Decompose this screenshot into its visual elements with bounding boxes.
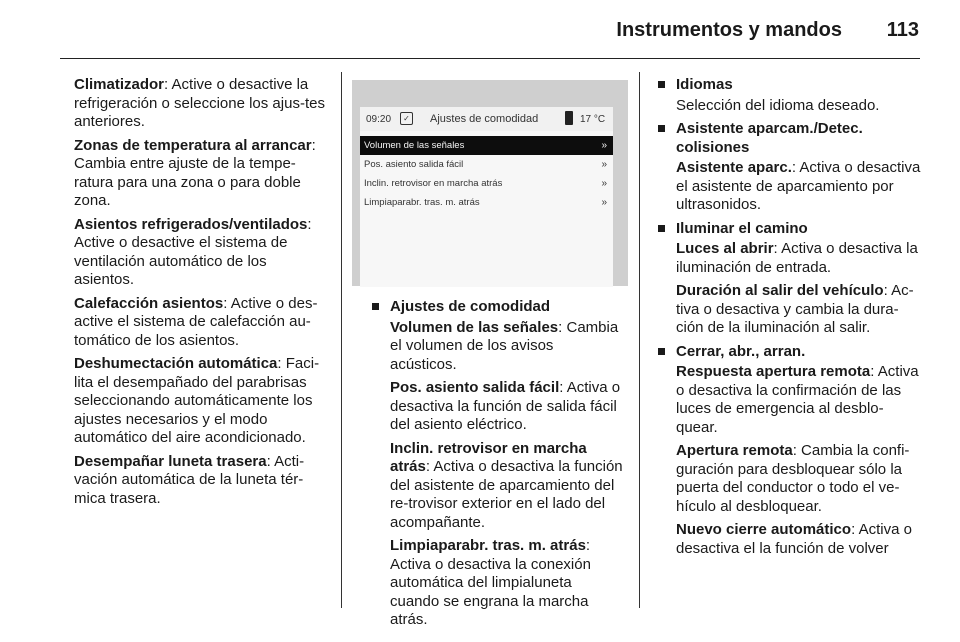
section-heading-cerrar: Cerrar, abr., arran. <box>658 343 924 362</box>
menu-item-label: Pos. asiento salida fácil <box>364 159 464 170</box>
entry-desc: Cambia el volumen de los avisos acústicos. <box>390 318 619 373</box>
entry-sep: : <box>277 355 286 372</box>
entry-term: Asistente aparc. <box>676 159 792 176</box>
entry-desc: Activa o desactiva la confirmación de las luces de emergencia al desblo-quear. <box>676 363 919 436</box>
entry-sep: : <box>792 442 802 459</box>
menu-item-label: Volumen de las señales <box>364 140 465 151</box>
entry-sep: : <box>311 136 316 154</box>
chevron-right-icon: » <box>601 178 607 189</box>
display-status-bar <box>360 107 613 131</box>
display-title: Ajustes de comodidad <box>430 113 539 125</box>
entry-duracion-salir <box>658 282 924 338</box>
entry-desc: Faci-lita el desempañado del parabrisas seleccionando automáticamente los ajustes necesarios y el modo automático del aire acondicionado. <box>74 355 320 446</box>
menu-item-pos-asiento[interactable] <box>360 155 613 174</box>
entry-term: Duración al salir del vehículo <box>676 282 884 299</box>
check-icon: ✓ <box>400 112 413 125</box>
entry-desc: Activa o desactiva el asistente de aparcamiento por ultrasonidos. <box>676 159 921 213</box>
page-header <box>0 0 960 62</box>
entry-sep: : <box>851 521 859 538</box>
entry-sep: : <box>559 379 567 396</box>
display-screen <box>360 107 613 287</box>
entry-asistente-aparc <box>658 159 924 215</box>
entry-sep: : <box>164 76 172 93</box>
entry-desc: Acti-vación automática de la luneta tér-mica trasera. <box>74 452 305 507</box>
display-temperature: 17 °C <box>580 114 606 125</box>
entry-sep: : <box>585 537 591 554</box>
entry-volumen <box>372 319 624 375</box>
entry-term: Calefacción asientos <box>74 294 224 312</box>
menu-item-label: Limpiaparabr. tras. m. atrás <box>364 197 480 208</box>
page-number: 113 <box>886 19 919 41</box>
entry-term: Desempañar luneta trasera <box>74 452 267 470</box>
entry-term: Volumen de las señales <box>390 318 559 336</box>
entry-desc: Activa o desactiva la función de salida fácil del asiento eléctrico. <box>390 379 621 433</box>
entry-asientos-refrigerados <box>74 216 326 290</box>
entry-desc: Cambia entre ajuste de la tempe-ratura para una zona o para doble zona. <box>74 155 301 209</box>
entry-nuevo-cierre <box>658 521 924 558</box>
menu-item-inclin-retrovisor[interactable] <box>360 174 613 193</box>
entry-zonas <box>74 137 326 211</box>
entry-term: Inclin. retrovisor en marcha atrás <box>390 439 587 475</box>
menu-item-label: Inclin. retrovisor en marcha atrás <box>364 178 503 189</box>
menu-item-volumen[interactable] <box>360 136 613 155</box>
entry-term: Limpiaparabr. tras. m. atrás <box>390 537 586 554</box>
entry-desc: Activa o desactiva la iluminación de entrada. <box>676 240 918 276</box>
section-heading-iluminar: Iluminar el camino <box>658 220 924 239</box>
display-time: 09:20 <box>366 114 392 125</box>
chevron-right-icon: » <box>601 197 607 208</box>
entry-pos-asiento <box>372 379 624 435</box>
entry-luces-abrir <box>658 240 924 277</box>
display-menu <box>360 136 613 212</box>
entry-desc: Ac-tiva o desactiva y cambia la dura-ción de la iluminación al salir. <box>676 282 914 336</box>
entry-sep: : <box>773 240 782 257</box>
entry-term: Luces al abrir <box>676 240 774 257</box>
entry-desc: Activa o desactiva la conexión automática del limpialuneta cuando se engrana la marcha atrás. <box>390 555 591 628</box>
entry-desc: Active o desactive el sistema de ventilación automático de los asientos. <box>74 234 288 288</box>
entry-desc: Activa o desactiva el la función de volver <box>676 521 912 557</box>
section-heading-asistente: Asistente aparcam./Detec. colisiones <box>658 120 924 157</box>
entry-inclin-retrovisor <box>372 440 624 533</box>
entry-desc: Activa o desactiva la función del asistente de aparcamiento del re-trovisor exterior en el lado del acompañante. <box>390 458 623 531</box>
entry-desc: Active o desactive la refrigeración o seleccione los ajus-tes anteriores. <box>74 76 325 130</box>
entry-term: Climatizador <box>74 76 165 93</box>
entry-idiomas: Selección del idioma deseado. <box>676 96 880 114</box>
phone-icon <box>565 111 573 125</box>
entry-sep: : <box>425 458 434 475</box>
section-heading: Ajustes de comodidad <box>372 298 624 317</box>
column-middle <box>372 298 624 635</box>
entry-calefaccion <box>74 295 326 351</box>
entry-term: Asientos refrigerados/ventilados <box>74 215 308 233</box>
entry-term: Zonas de temperatura al arrancar <box>74 136 312 154</box>
entry-sep: : <box>791 159 800 176</box>
chevron-right-icon: » <box>601 159 607 170</box>
column-divider-1 <box>341 72 342 608</box>
chevron-right-icon: » <box>601 140 607 151</box>
entry-climatizador <box>74 76 326 132</box>
entry-desempanar <box>74 453 326 509</box>
entry-desc: Active o des-active el sistema de calefacción au-tomático de los asientos. <box>74 294 318 349</box>
column-left <box>74 76 326 513</box>
entry-sep: : <box>883 282 892 299</box>
entry-sep: : <box>223 294 231 312</box>
entry-term: Respuesta apertura remota <box>676 363 871 380</box>
entry-deshumectacion <box>74 355 326 448</box>
entry-limpiaparabr <box>372 537 624 630</box>
header-divider <box>60 58 920 59</box>
entry-term: Apertura remota <box>676 442 793 459</box>
menu-item-limpiaparabr[interactable] <box>360 193 613 212</box>
column-right <box>658 76 924 563</box>
entry-term: Pos. asiento salida fácil <box>390 379 560 396</box>
entry-respuesta-apertura <box>658 363 924 437</box>
column-divider-2 <box>639 72 640 608</box>
section-heading-idiomas: Idiomas <box>658 76 924 95</box>
chapter-title: Instrumentos y mandos <box>616 19 842 41</box>
display-screenshot <box>352 80 628 286</box>
entry-term: Deshumectación automática <box>74 355 278 372</box>
entry-sep: : <box>558 318 567 336</box>
entry-sep: : <box>870 363 878 380</box>
entry-desc: Cambia la confi-guración para desbloquear sólo la puerta del conductor o todo el ve-hículo al desbloquear. <box>676 442 910 515</box>
entry-sep: : <box>266 452 275 470</box>
entry-apertura-remota <box>658 442 924 516</box>
entry-term: Nuevo cierre automático <box>676 521 852 538</box>
entry-sep: : <box>307 215 312 233</box>
